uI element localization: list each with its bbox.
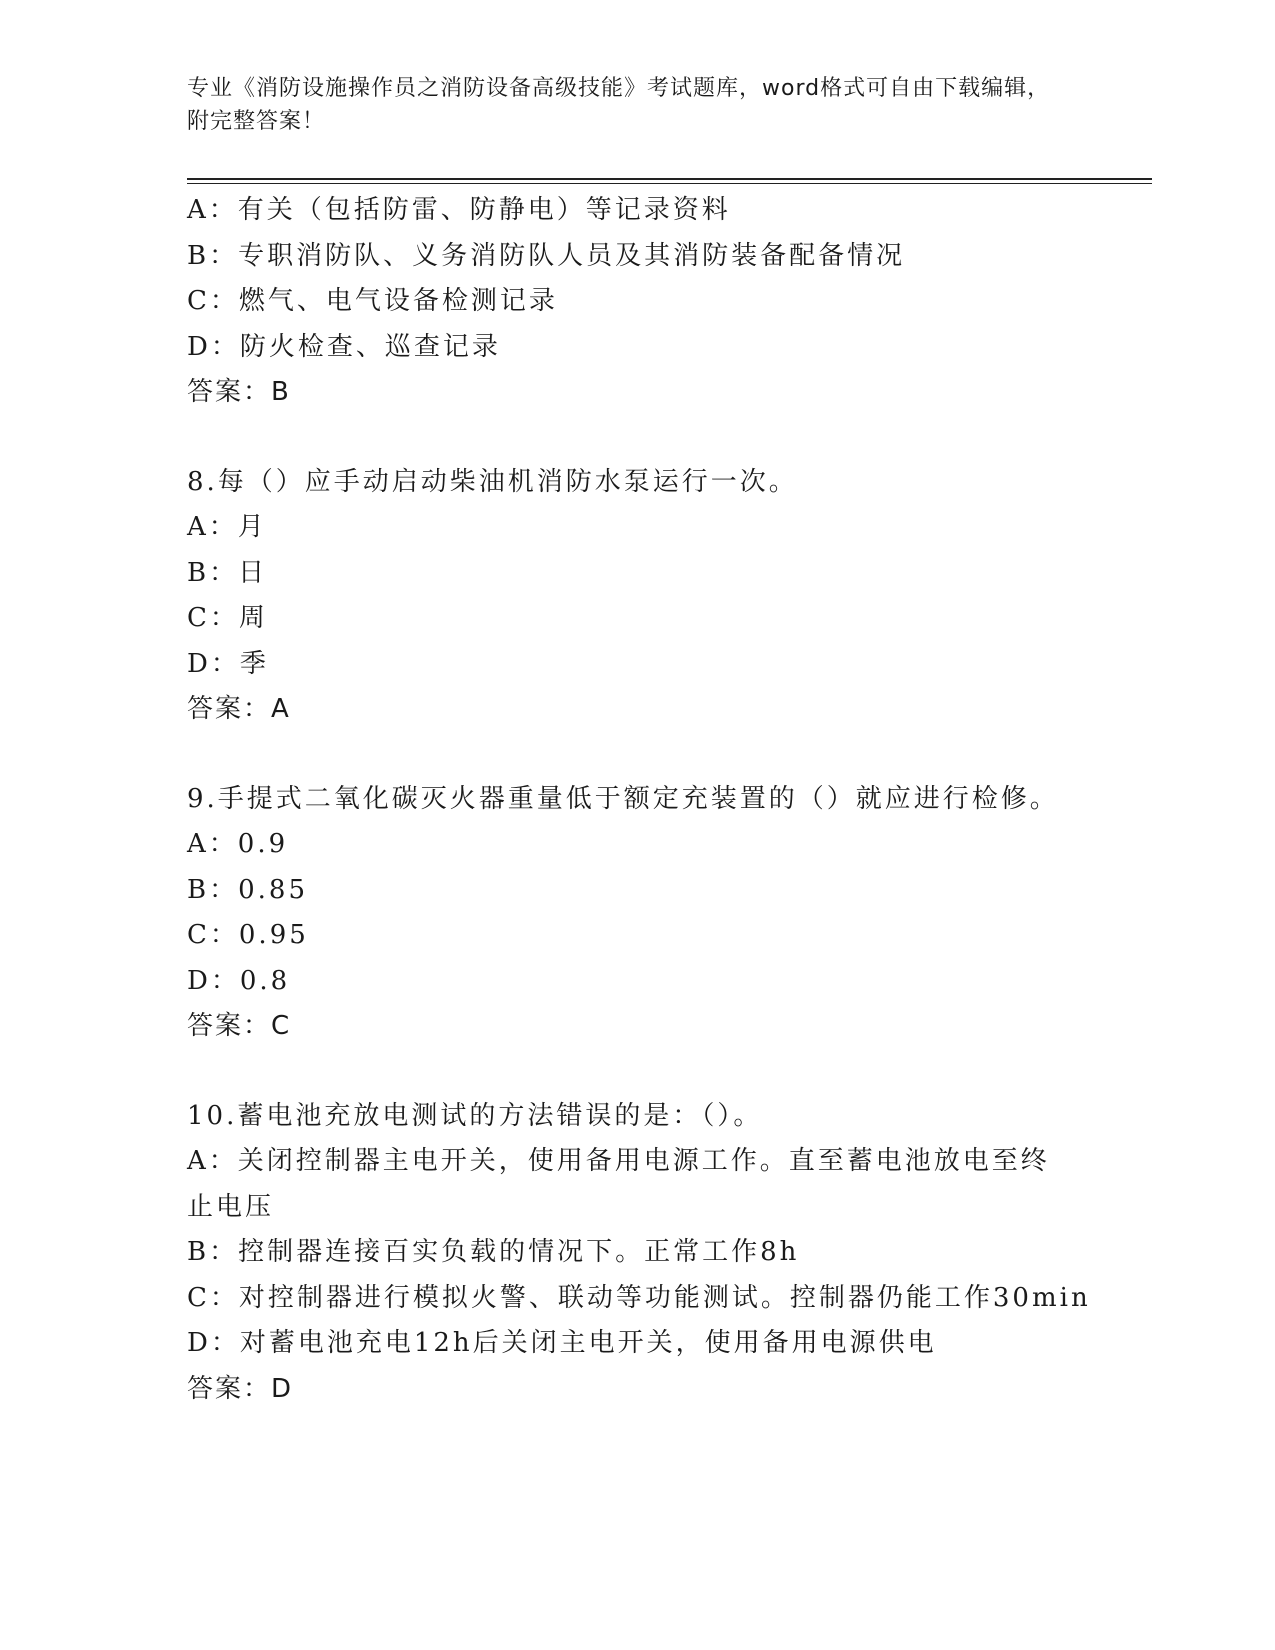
option-d: D：季: [187, 648, 269, 679]
answer-line: 答案：A: [187, 694, 291, 724]
option-d: D：防火检查、巡查记录: [187, 331, 501, 362]
option-b: B：控制器连接百实负载的情况下。正常工作8h: [187, 1237, 800, 1267]
option-a: A：有关（包括防雷、防静电）等记录资料: [187, 195, 731, 225]
option-c: C：对控制器进行模拟火警、联动等功能测试。控制器仍能工作30min: [187, 1282, 1091, 1313]
answer-line: 答案：C: [187, 1011, 292, 1041]
question-9: [187, 777, 1087, 1050]
option-c: C：周: [187, 603, 268, 633]
option-a: A：月: [187, 512, 267, 542]
option-b: B：0.85: [187, 874, 308, 905]
option-c: C：0.95: [187, 920, 309, 950]
question-stem: 9.手提式二氧化碳灭火器重量低于额定充装置的（）就应进行检修。: [187, 783, 1059, 814]
option-a: A：0.9: [187, 829, 289, 859]
header-rule-thick: [187, 178, 1152, 180]
option-b: B：日: [187, 557, 268, 588]
option-c: C：燃气、电气设备检测记录: [187, 286, 558, 316]
question-7-continuation: [187, 188, 1087, 416]
document-header: 专业《消防设施操作员之消防设备高级技能》考试题库，word格式可自由下载编辑，附完整答案！: [187, 76, 1051, 134]
question-stem: 8.每（）应手动启动柴油机消防水泵运行一次。: [187, 466, 798, 497]
answer-line: 答案：B: [187, 377, 291, 407]
option-b: B：专职消防队、义务消防队人员及其消防装备配备情况: [187, 240, 906, 271]
answer-line: 答案：D: [187, 1373, 294, 1404]
option-a: A：关闭控制器主电开关，使用备用电源工作。直至蓄电池放电至终止电压: [187, 1146, 1050, 1222]
question-8: [187, 460, 1087, 733]
option-d: D：对蓄电池充电12h后关闭主电开关，使用备用电源供电: [187, 1328, 937, 1358]
question-list: [187, 188, 1091, 1412]
header-rule-thin: [187, 183, 1152, 184]
question-stem: 10.蓄电池充放电测试的方法错误的是：（）。: [187, 1100, 763, 1131]
question-10: [187, 1094, 1091, 1413]
option-d: D：0.8: [187, 965, 291, 996]
